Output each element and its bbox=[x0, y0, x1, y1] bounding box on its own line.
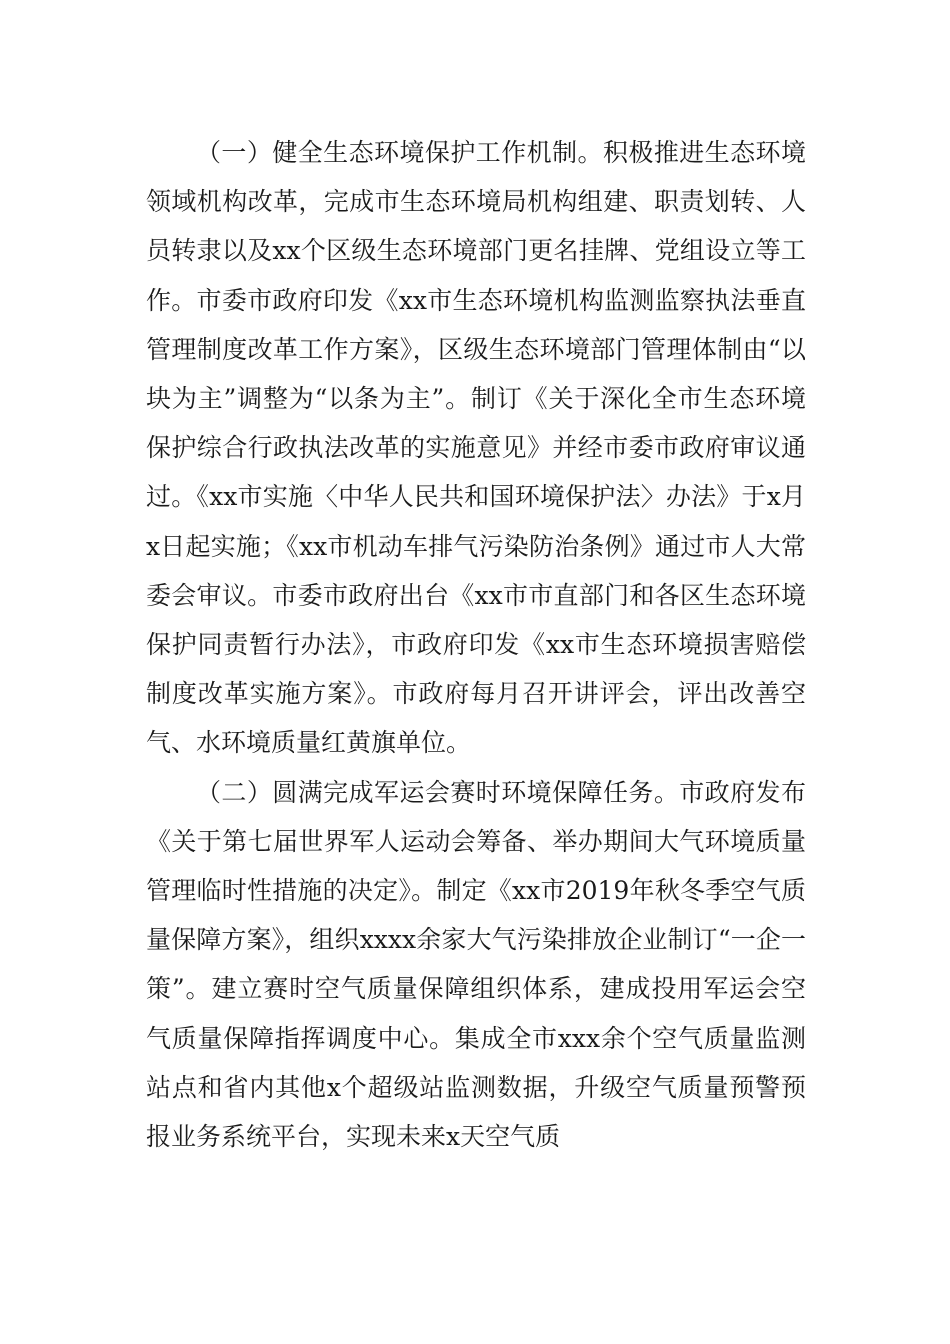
paragraph-2: （二）圆满完成军运会赛时环境保障任务。市政府发布《关于第七届世界军人运动会筹备、举办期间大气环境质量管理临时性措施的决定》。制定《xx市2019年秋冬季空气质量保障方案》，组织xxxx余家大气污染排放企业制订“一企一策”。建立赛时空气质量保障组织体系，建成投用军运会空气质量保障指挥调度中心。集成全市xxx余个空气质量监测站点和省内其他x个超级站监测数据，升级空气质量预警预报业务系统平台，实现未来x天空气质 bbox=[146, 777, 806, 1152]
paragraph-1: （一）健全生态环境保护工作机制。积极推进生态环境领域机构改革，完成市生态环境局机构组建、职责划转、人员转隶以及xx个区级生态环境部门更名挂牌、党组设立等工作。市委市政府印发《xx市生态环境机构监测监察执法垂直管理制度改革工作方案》，区级生态环境部门管理体制由“以块为主”调整为“以条为主”。制订《关于深化全市生态环境保护综合行政执法改革的实施意见》并经市委市政府审议通过。《xx市实施〈中华人民共和国环境保护法〉办法》于x月x日起实施；《xx市机动车排气污染防治条例》通过市人大常委会审议。市委市政府出台《xx市市直部门和各区生态环境保护同责暂行办法》，市政府印发《xx市生态环境损害赔偿制度改革实施方案》。市政府每月召开讲评会，评出改善空气、水环境质量红黄旗单位。 bbox=[146, 138, 806, 758]
document-body bbox=[146, 128, 806, 1161]
